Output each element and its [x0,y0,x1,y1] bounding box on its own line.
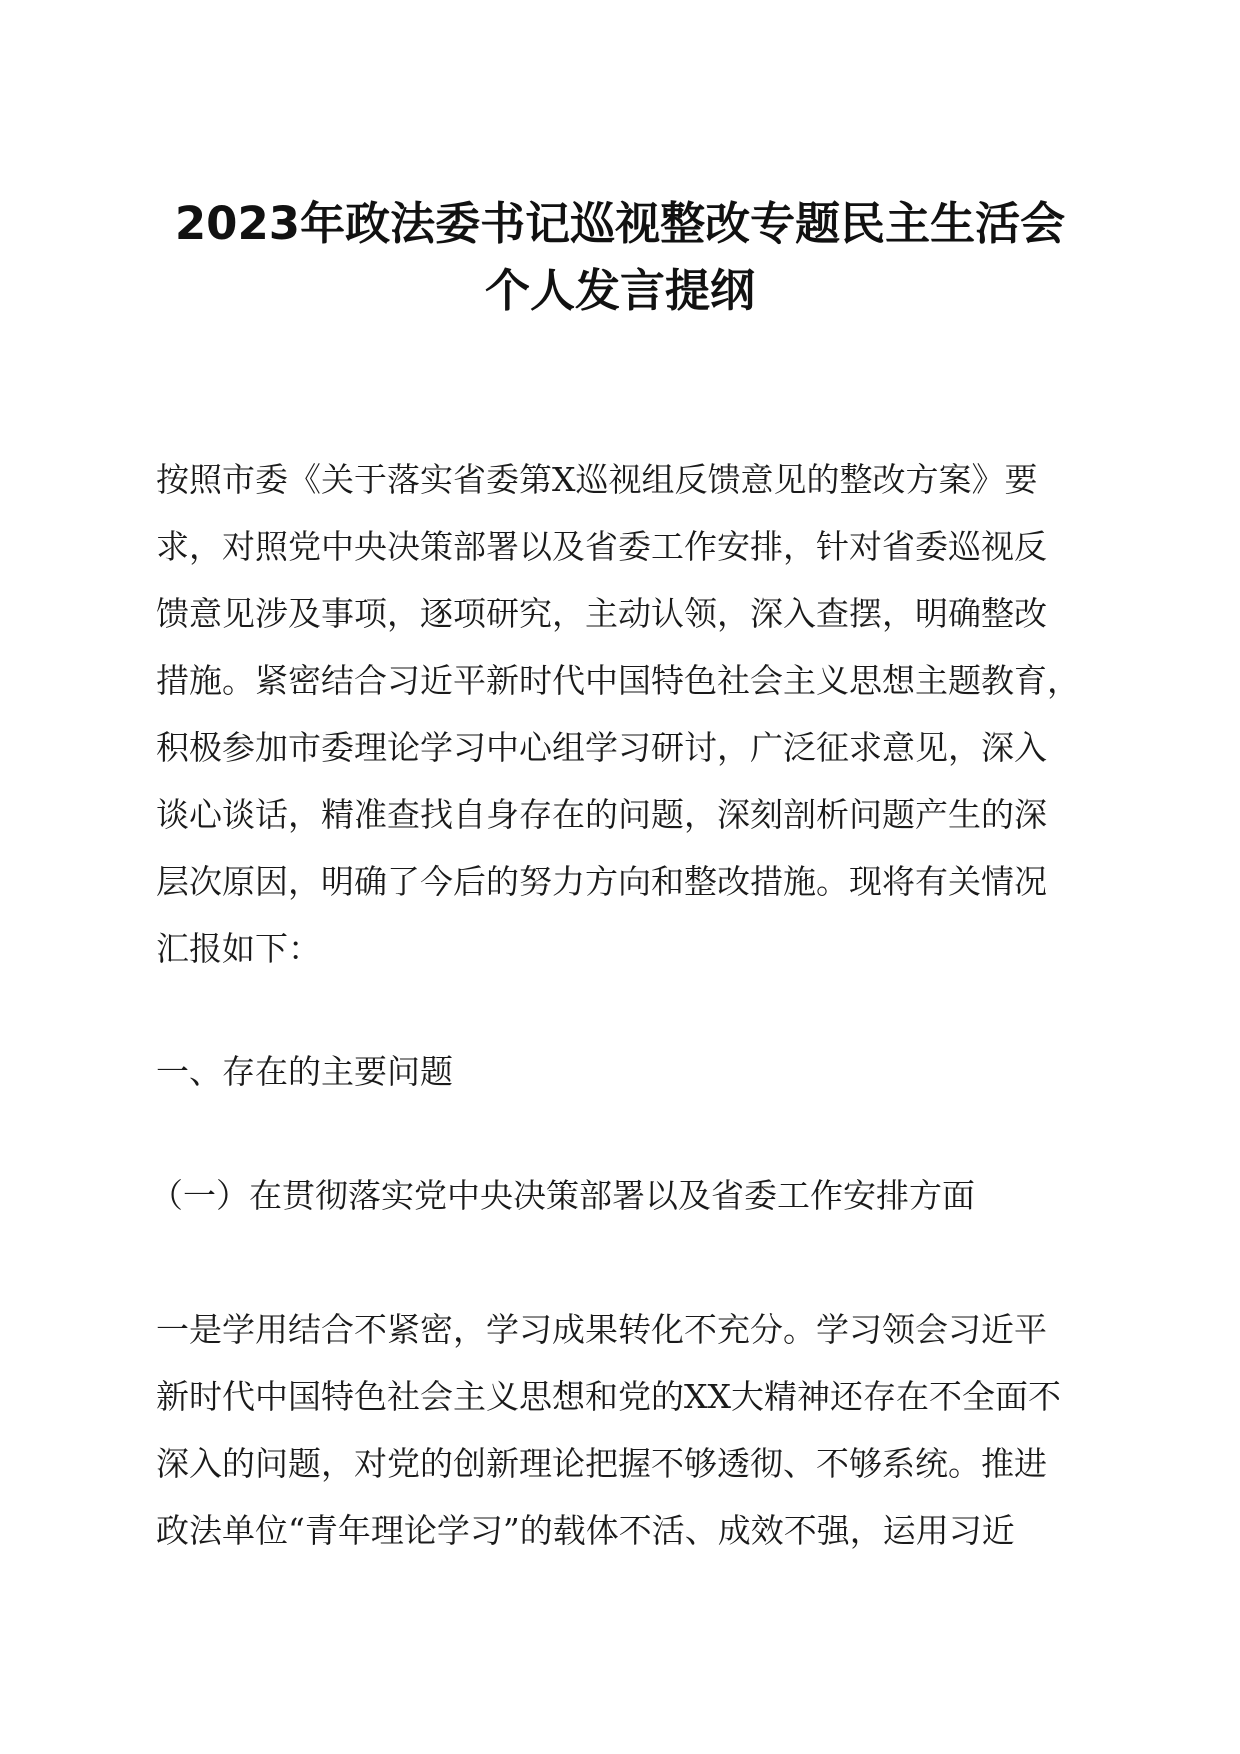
paragraph-line: 汇报如下： [156,929,321,968]
sub-heading [150,1162,1080,1229]
paragraph-line: 一是学用结合不紧密，学习成果转化不充分。学习领会习近平 [156,1310,1047,1349]
paragraph-line: 积极参加市委理论学习中心组学习研讨，广泛征求意见，深入 [156,728,1047,767]
paragraph-line: 深入的问题，对党的创新理论把握不够透彻、不够系统。推进 [156,1444,1047,1483]
intro-paragraph [156,446,1086,982]
paragraph-line: 层次原因，明确了今后的努力方向和整改措施。现将有关情况 [156,862,1047,901]
section-heading [156,1038,1086,1105]
paragraph-line: 求，对照党中央决策部署以及省委工作安排，针对省委巡视反 [156,527,1047,566]
paragraph-line: 馈意见涉及事项，逐项研究，主动认领，深入查摆，明确整改 [156,594,1047,633]
title-line: 2023年政法委书记巡视整改专题民主生活会 [174,197,1066,250]
point-one-paragraph [156,1296,1086,1564]
document-title [0,190,1240,324]
section-heading-text: 一、存在的主要问题 [156,1052,453,1091]
paragraph-line: 新时代中国特色社会主义思想和党的XX大精神还存在不全面不 [156,1377,1061,1416]
paragraph-line: 政法单位“青年理论学习”的载体不活、成效不强，运用习近 [156,1511,1015,1550]
paragraph-line: 谈心谈话，精准查找自身存在的问题，深刻剖析问题产生的深 [156,795,1047,834]
paragraph-line: 按照市委《关于落实省委第X巡视组反馈意见的整改方案》要 [156,460,1038,499]
paragraph-line: 措施。紧密结合习近平新时代中国特色社会主义思想主题教育， [156,661,1080,700]
sub-heading-text: （一）在贯彻落实党中央决策部署以及省委工作安排方面 [150,1176,975,1215]
title-line: 个人发言提纲 [484,264,755,317]
